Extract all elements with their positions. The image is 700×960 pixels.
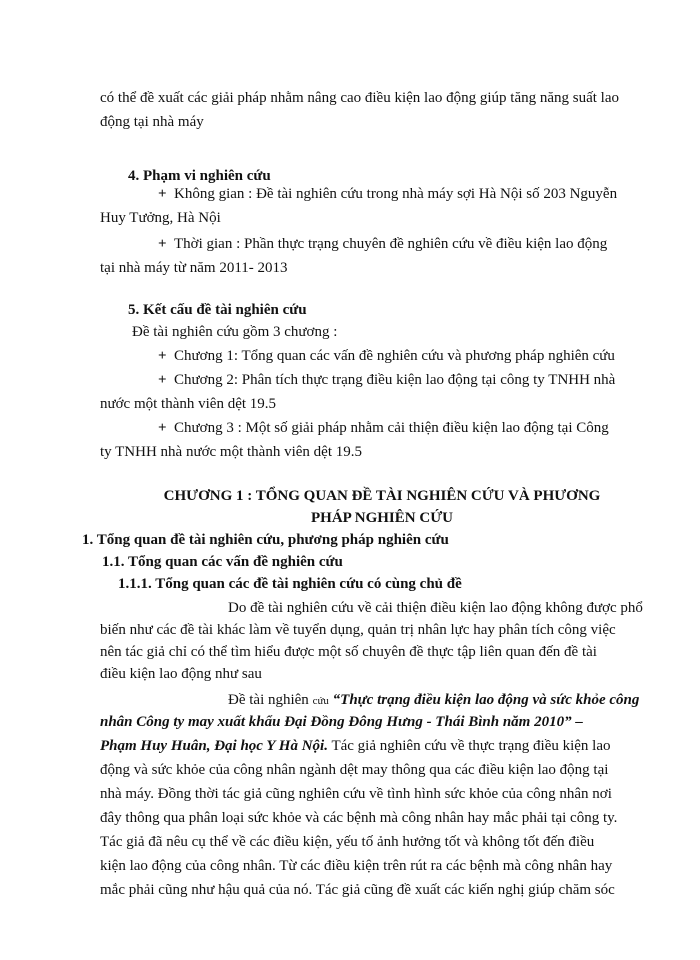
chapter-1-title-line-1: CHƯƠNG 1 : TỔNG QUAN ĐỀ TÀI NGHIÊN CỨU VÀ PHƯƠNG — [163, 488, 601, 504]
section-4-item-1-line-2: Huy Tưởng, Hà Nội — [100, 210, 221, 226]
intro-line-1: có thể đề xuất các giải pháp nhằm nâng cao điều kiện lao động giúp tăng năng suất lao — [100, 90, 620, 106]
para-2-line-8: kiện lao động của công nhân. Từ các điều kiện trên rút ra các bệnh mà công nhân hay — [100, 858, 613, 874]
section-5-intro: Đề tài nghiên cứu gồm 3 chương : — [132, 324, 338, 340]
section-5-item-1 — [158, 344, 615, 368]
para-2-line-5: nhà máy. Đồng thời tác giả cũng nghiên cứu về tình hình sức khỏe của công nhân nơi — [100, 786, 612, 802]
para-1-line-1: Do đề tài nghiên cứu về cải thiện điều kiện lao động không được phổ — [228, 600, 643, 616]
section-5-item-3-line-2: ty TNHH nhà nước một thành viên dệt 19.5 — [100, 444, 362, 460]
section-4-item-2 — [158, 232, 607, 256]
section-5-item-3 — [158, 416, 609, 440]
plus-icon: + — [158, 186, 167, 202]
para-2-line-9: mắc phải cũng như hậu quả của nó. Tác giả cũng đề xuất các kiến nghị giúp chăm sóc — [100, 882, 615, 898]
para-2-title-part-2: nhân Công ty may xuất khẩu Đại Đồng Đông Hưng - Thái Bình năm 2010” – — [100, 714, 583, 730]
para-2-line-6: đây thông qua phân loại sức khỏe và các bệnh mà công nhân hay mắc phải tại công ty. — [100, 810, 618, 826]
heading-1: 1. Tổng quan đề tài nghiên cứu, phương pháp nghiên cứu — [82, 532, 449, 548]
para-1-line-3: nên tác giả chỉ có thể tìm hiểu được một số chuyên đề thực tập liên quan đến đề tài — [100, 644, 597, 660]
section-4-item-2-line-2: tại nhà máy từ năm 2011- 2013 — [100, 260, 288, 276]
heading-1-1-1: 1.1.1. Tổng quan các đề tài nghiên cứu có cùng chủ đề — [118, 576, 462, 592]
section-5-item-2-line-1: Chương 2: Phân tích thực trạng điều kiện lao động tại công ty TNHH nhà — [174, 372, 616, 388]
section-4-item-2-line-1: Thời gian : Phần thực trạng chuyên đề nghiên cứu về điều kiện lao động — [174, 236, 608, 252]
chapter-1-title-line-2: PHÁP NGHIÊN CỨU — [311, 510, 453, 526]
section-4-heading: 4. Phạm vi nghiên cứu — [128, 168, 271, 184]
plus-icon: + — [158, 236, 167, 252]
section-4-item-1 — [158, 182, 617, 206]
para-2-line-4: động và sức khỏe của công nhân ngành dệt may thông qua các điều kiện lao động tại — [100, 762, 609, 778]
section-5-item-2-line-2: nước một thành viên dệt 19.5 — [100, 396, 277, 412]
section-4-item-1-line-1: Không gian : Đề tài nghiên cứu trong nhà máy sợi Hà Nội số 203 Nguyễn — [174, 186, 618, 202]
para-2-title-part-1: “Thực trạng điều kiện lao động và sức khỏe công — [332, 692, 640, 708]
section-5-item-3-line-1: Chương 3 : Một số giải pháp nhằm cải thiện điều kiện lao động tại Công — [174, 420, 609, 436]
para-2-line-3-rest: Tác giả nghiên cứu về thực trạng điều kiện lao — [331, 738, 611, 754]
section-5-heading: 5. Kết cấu đề tài nghiên cứu — [128, 302, 307, 318]
plus-icon: + — [158, 348, 167, 364]
para-2-lead: Đề tài nghiên — [228, 692, 309, 708]
para-2-author: Phạm Huy Huân, Đại học Y Hà Nội. — [100, 738, 328, 754]
plus-icon: + — [158, 372, 167, 388]
intro-line-2: động tại nhà máy — [100, 114, 204, 130]
plus-icon: + — [158, 420, 167, 436]
para-2-lead-small: cứu — [312, 695, 329, 707]
section-5-item-2 — [158, 368, 615, 392]
heading-1-1: 1.1. Tổng quan các vấn đề nghiên cứu — [102, 554, 343, 570]
section-5-item-1-line-1: Chương 1: Tổng quan các vấn đề nghiên cứu và phương pháp nghiên cứu — [174, 348, 615, 364]
para-2-line-3 — [100, 734, 611, 758]
para-1-line-4: điều kiện lao động như sau — [100, 666, 262, 682]
para-1-line-2: biến như các đề tài khác làm về tuyển dụng, quản trị nhân lực hay phân tích công việc — [100, 622, 616, 638]
para-2-line-7: Tác giả đã nêu cụ thể về các điều kiện, yếu tố ảnh hưởng tốt và không tốt đến điều — [100, 834, 595, 850]
